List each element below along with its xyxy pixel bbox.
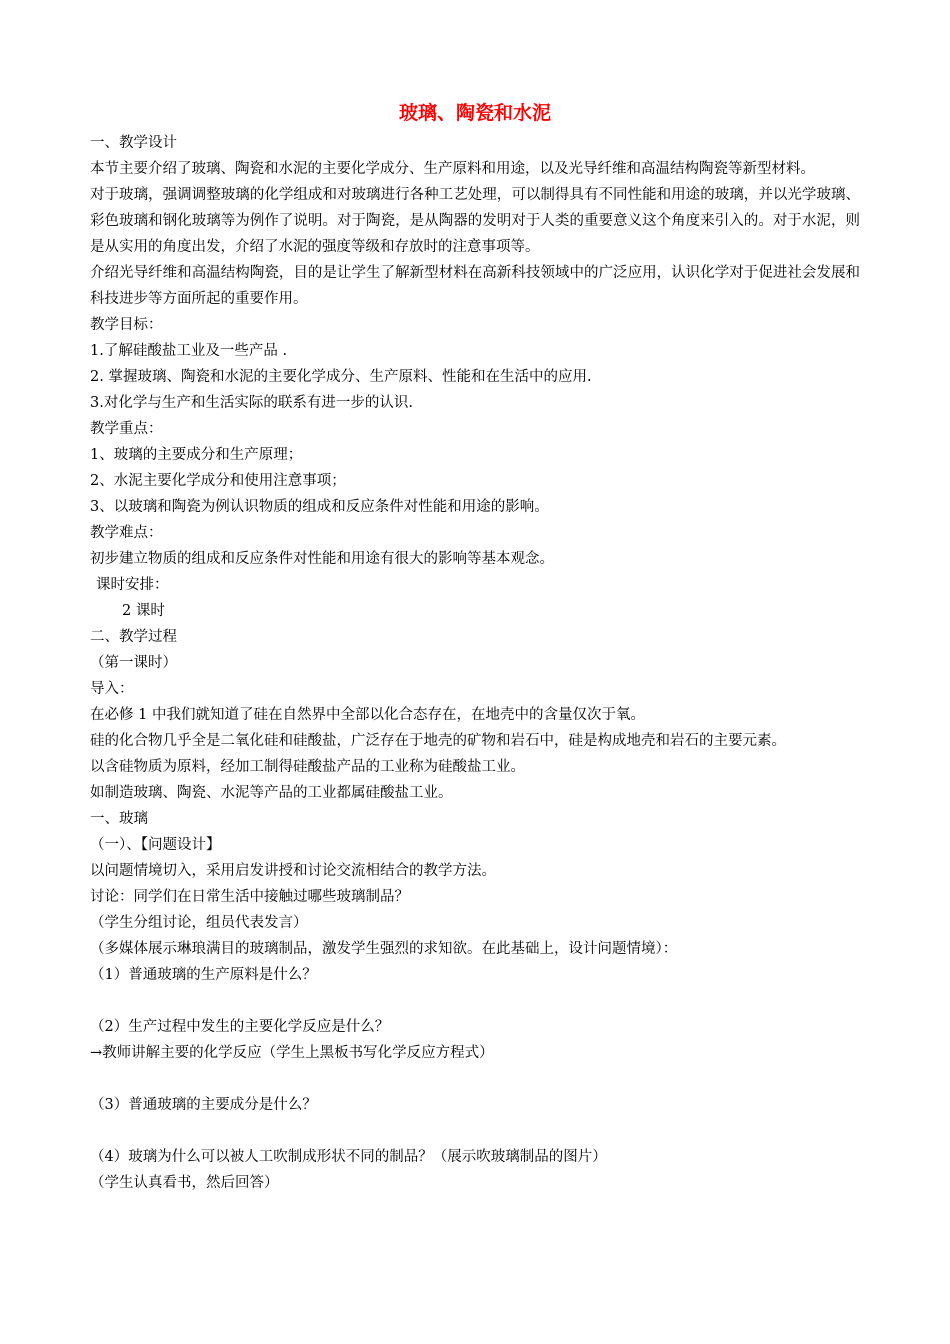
document-page xyxy=(90,96,860,1196)
heading-question-design: （一）、【问题设计】 xyxy=(90,837,221,853)
document-title: 玻璃、陶瓷和水泥 xyxy=(398,102,551,124)
heading-glass: 一、玻璃 xyxy=(90,811,148,827)
method-line: 以问题情境切入，采用启发讲授和讨论交流相结合的教学方法。 xyxy=(90,863,496,879)
key-point-item: 1、玻璃的主要成分和生产原理； xyxy=(90,447,303,463)
objective-item: 1.了解硅酸盐工业及一些产品 . xyxy=(90,343,288,359)
paragraph-intro: 本节主要介绍了玻璃、陶瓷和水泥的主要化学成分、生产原料和用途，以及光导纤维和高温结构陶瓷等新型材料。 xyxy=(90,161,815,177)
heading-schedule: 课时安排： xyxy=(96,577,169,593)
heading-objectives: 教学目标： xyxy=(90,317,163,333)
question-item: （3）普通玻璃的主要成分是什么？ xyxy=(90,1097,317,1113)
section-heading-design: 一、教学设计 xyxy=(90,135,177,151)
intro-line: 硅的化合物几乎全是二氧化硅和硅酸盐，广泛存在于地壳的矿物和岩石中，硅是构成地壳和岩石的主要元素。 xyxy=(90,733,786,749)
blank-line xyxy=(90,1066,860,1092)
note-line: （学生认真看书，然后回答） xyxy=(90,1175,279,1191)
note-line: （多媒体展示琳琅满目的玻璃制品，激发学生强烈的求知欲。在此基础上，设计问题情境）： xyxy=(90,941,678,957)
discussion-line: 讨论：同学们在日常生活中接触过哪些玻璃制品？ xyxy=(90,889,409,905)
teacher-note: →教师讲解主要的化学反应（学生上黑板书写化学反应方程式） xyxy=(90,1045,494,1061)
schedule-value: 2 课时 xyxy=(122,603,165,619)
intro-line: 如制造玻璃、陶瓷、水泥等产品的工业都属硅酸盐工业。 xyxy=(90,785,453,801)
question-item: （4）玻璃为什么可以被人工吹制成形状不同的制品？（展示吹玻璃制品的图片） xyxy=(90,1149,607,1165)
intro-line: 在必修 1 中我们就知道了硅在自然界中全部以化合态存在，在地壳中的含量仅次于氧。 xyxy=(90,707,645,723)
paragraph-new-materials: 介绍光导纤维和高温结构陶瓷，目的是让学生了解新型材料在高新科技领域中的广泛应用，认识化学对于促进社会发展和科技进步等方面所起的重要作用。 xyxy=(90,265,860,307)
heading-key-points: 教学重点： xyxy=(90,421,163,437)
intro-line: 以含硅物质为原料，经加工制得硅酸盐产品的工业称为硅酸盐工业。 xyxy=(90,759,525,775)
question-item: （1）普通玻璃的生产原料是什么？ xyxy=(90,967,317,983)
objective-item: 3.对化学与生产和生活实际的联系有进一步的认识. xyxy=(90,395,413,411)
lesson-label: （第一课时） xyxy=(90,655,177,671)
difficulty-item: 初步建立物质的组成和反应条件对性能和用途有很大的影响等基本观念。 xyxy=(90,551,554,567)
key-point-item: 2、水泥主要化学成分和使用注意事项； xyxy=(90,473,346,489)
note-line: （学生分组讨论，组员代表发言） xyxy=(90,915,308,931)
blank-line xyxy=(90,1118,860,1144)
blank-line xyxy=(90,988,860,1014)
question-item: （2）生产过程中发生的主要化学反应是什么？ xyxy=(90,1019,390,1035)
heading-difficulties: 教学难点： xyxy=(90,525,163,541)
paragraph-glass-ceramics-cement: 对于玻璃，强调调整玻璃的化学组成和对玻璃进行各种工艺处理，可以制得具有不同性能和用途的玻璃，并以光学玻璃、彩色玻璃和钢化玻璃等为例作了说明。对于陶瓷，是从陶器的发明对于人类的重要意义这个角度来引入的。对于水泥，则是从实用的角度出发，介绍了水泥的强度等级和存放时的注意事项等。 xyxy=(90,187,860,255)
heading-introduction: 导入： xyxy=(90,681,134,697)
section-heading-process: 二、教学过程 xyxy=(90,629,177,645)
objective-item: 2. 掌握玻璃、陶瓷和水泥的主要化学成分、生产原料、性能和在生活中的应用. xyxy=(90,369,592,385)
key-point-item: 3、以玻璃和陶瓷为例认识物质的组成和反应条件对性能和用途的影响。 xyxy=(90,499,549,515)
